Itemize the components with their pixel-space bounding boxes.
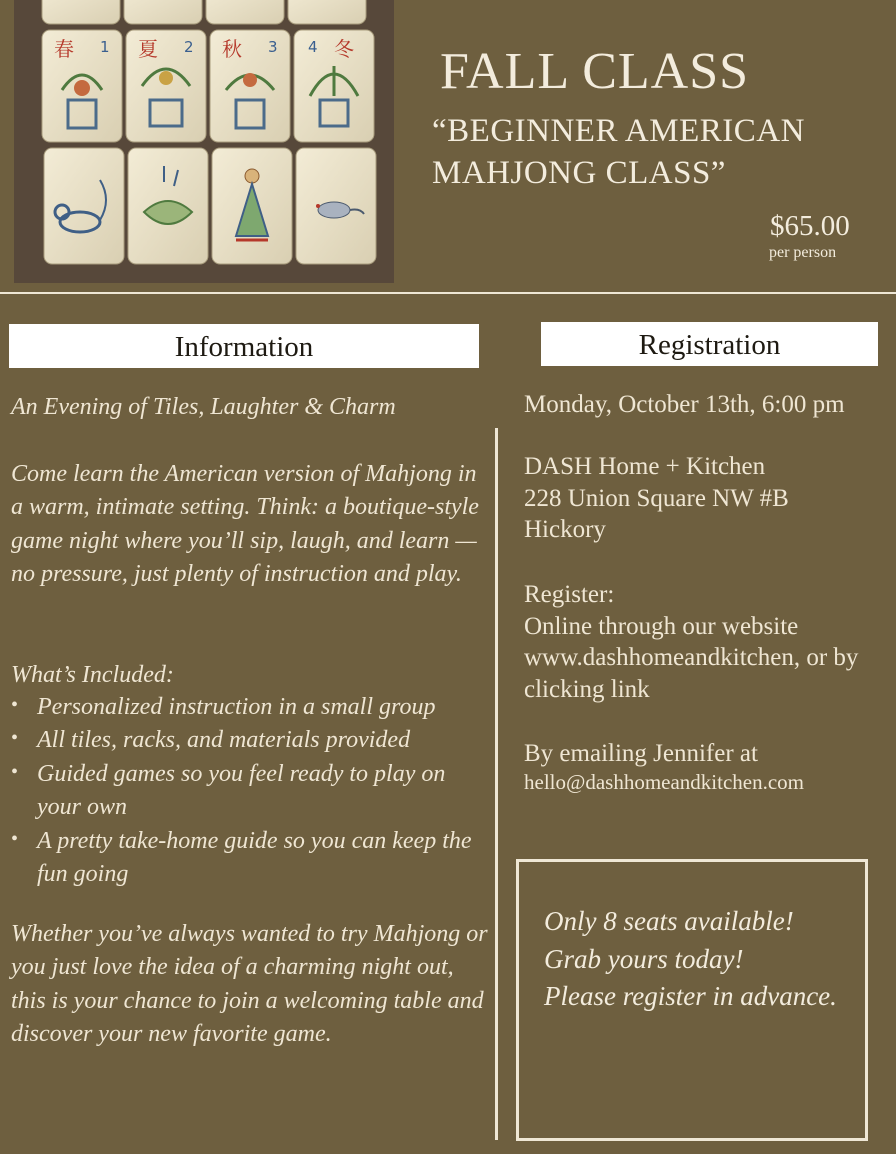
mouse-tile — [296, 148, 376, 264]
mahjong-tiles-illustration — [14, 0, 394, 283]
registration-heading: Registration — [541, 322, 878, 366]
bullet-icon: • — [11, 760, 19, 783]
notice-line: Please register in advance. — [544, 981, 837, 1011]
info-intro: Come learn the American version of Mahjong in a warm, intimate setting. Think: a boutique-style game night where you’ll sip, laugh, and learn — no pressure, just plenty of instruction and play. — [11, 461, 479, 588]
price-unit: per person — [769, 244, 837, 261]
subtitle-line: “BEGINNER AMERICAN — [432, 113, 805, 149]
leaf-tile — [128, 148, 208, 264]
column-divider — [495, 428, 498, 1140]
list-item — [11, 758, 486, 825]
tile-character-2: 夏 — [138, 37, 158, 61]
bullet-icon: • — [11, 827, 19, 850]
bullet-icon: • — [11, 694, 19, 716]
email-label: By emailing Jennifer at — [524, 740, 758, 767]
page-title: FALL CLASS — [440, 43, 750, 100]
bullet-icon: • — [11, 727, 19, 750]
figure-tile — [212, 148, 292, 264]
cat-tile — [44, 148, 124, 264]
header-divider — [0, 292, 896, 294]
list-item-text: All tiles, racks, and materials provided — [37, 727, 411, 754]
tile-character-4: 冬 — [334, 37, 354, 61]
subtitle-line: MAHJONG CLASS” — [432, 155, 726, 191]
seats-notice-text — [544, 903, 864, 1016]
email-link[interactable]: hello@dashhomeandkitchen.com — [524, 770, 805, 794]
venue-address — [524, 451, 884, 546]
class-subtitle — [432, 110, 872, 194]
tile-number-3: 3 — [268, 38, 278, 56]
info-closing: Whether you’ve always wanted to try Mahjong or you just love the idea of a charming night out, this is your chance to join a welcoming table and discover your new favorite game. — [11, 921, 488, 1048]
included-label: What’s Included: — [11, 662, 174, 688]
venue-line: Hickory — [524, 516, 606, 544]
information-heading: Information — [9, 324, 479, 368]
included-list — [11, 691, 486, 891]
tile-number-2: 2 — [184, 38, 194, 56]
tile-character-3: 秋 — [222, 37, 242, 61]
price: $65.00 — [770, 210, 850, 242]
info-tagline: An Evening of Tiles, Laughter & Charm — [11, 394, 396, 420]
event-datetime: Monday, October 13th, 6:00 pm — [524, 391, 845, 418]
register-info — [524, 579, 889, 706]
list-item-text: Personalized instruction in a small group — [37, 694, 436, 720]
mahjong-tiles-photo — [14, 0, 394, 283]
tile-character-1: 春 — [54, 37, 74, 61]
list-item — [11, 825, 486, 892]
tile-number-1: 1 — [100, 38, 110, 56]
notice-line: Only 8 seats available! — [544, 906, 794, 936]
list-item-text: Guided games so you feel ready to play on your own — [37, 760, 446, 821]
venue-line: 228 Union Square NW #B — [524, 484, 789, 512]
register-label: Register: — [524, 581, 615, 608]
list-item — [11, 724, 486, 757]
list-item-text: A pretty take-home guide so you can keep the fun going — [37, 827, 472, 888]
tile-number-4: 4 — [308, 38, 318, 56]
register-text: Online through our website www.dashhomeandkitchen, or by clicking link — [524, 612, 859, 704]
venue-line: DASH Home + Kitchen — [524, 453, 766, 480]
notice-line: Grab yours today! — [544, 943, 744, 974]
list-item — [11, 691, 486, 724]
